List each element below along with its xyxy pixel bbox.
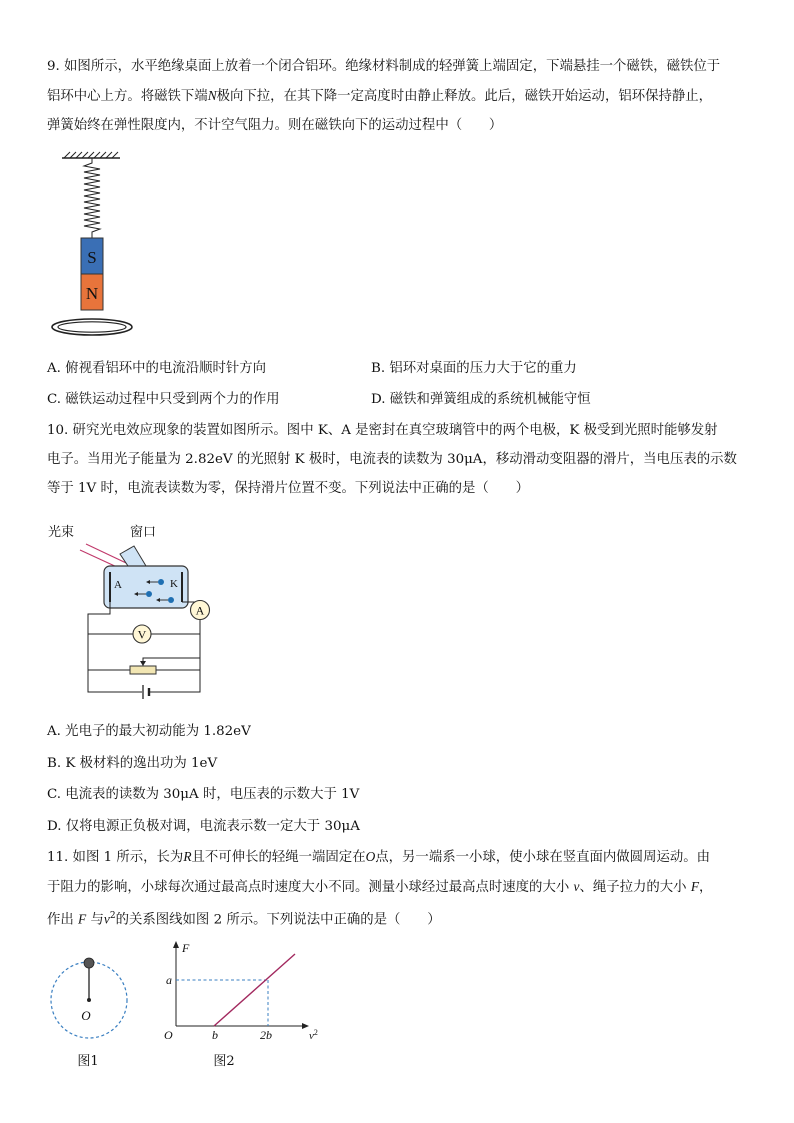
q10-line1: 10. 研究光电效应现象的装置如图所示。图中 K、A 是密封在真空玻璃管中的两个电极，K 极受到光照时能够发射	[47, 423, 718, 438]
q9-line1: 9. 如图所示，水平绝缘桌面上放着一个闭合铝环。绝缘材料制成的轻弹簧上端固定，下端悬挂一个磁铁，磁铁位于	[47, 59, 721, 74]
pivot-label-o: O	[81, 1008, 91, 1023]
x-axis-label: $v^2$	[309, 1028, 318, 1042]
q10-line2: 电子。当用光子能量为 2.82eV 的光照射 K 极时，电流表的读数为 30μA，移动滑动变阻器的滑片，当电压表的示数	[47, 452, 737, 467]
q9-option-b[interactable]: B. 铝环对桌面的压力大于它的重力	[371, 361, 577, 376]
pivot-point-o	[87, 998, 91, 1002]
q11-figure-1-vertical-circle	[44, 955, 139, 1075]
glass-window-tube	[120, 546, 146, 566]
question-11-stem	[47, 842, 759, 934]
q10-option-d[interactable]: D. 仅将电源正负极对调，电流表示数一定大于 30μA	[47, 819, 360, 834]
q10-figure-photoelectric-circuit	[44, 520, 224, 705]
f-v2-line	[214, 954, 295, 1026]
aluminum-ring-inner	[58, 322, 126, 332]
q10-option-b[interactable]: B. K 极材料的逸出功为 1eV	[47, 756, 218, 771]
tick-2b-label: 2b	[260, 1028, 272, 1042]
rheostat-slider	[140, 661, 146, 666]
q9-option-a[interactable]: A. 俯视看铝环中的电流沿顺时针方向	[47, 361, 267, 376]
question-10-stem	[47, 416, 759, 503]
question-9-stem	[47, 52, 759, 140]
q9-option-c[interactable]: C. 磁铁运动过程中只受到两个力的作用	[47, 392, 280, 407]
electrode-k-label: K	[170, 578, 178, 590]
tick-a-label: a	[166, 973, 172, 987]
q10-option-c[interactable]: C. 电流表的读数为 30μA 时，电压表的示数大于 1V	[47, 787, 360, 802]
electrode-a-label: A	[114, 579, 122, 591]
x-axis-arrow	[302, 1023, 309, 1029]
q11-line3: 作出 F 与$v^2$的关系图线如图 2 所示。下列说法中正确的是（ ）	[47, 911, 441, 928]
q11-line2: 于阻力的影响，小球每次通过最高点时速度大小不同。测量小球经过最高点时速度的大小 v、绳子拉力的大小 F，	[47, 879, 713, 895]
q11-line1: 11. 如图 1 所示，长为R且不可伸长的轻绳一端固定在O点，另一端系一小球，使小球在竖直面内做圆周运动。由	[47, 849, 711, 865]
magnet-n-label: N	[85, 284, 99, 303]
voltmeter-label: V	[137, 627, 147, 642]
y-axis-label: F	[182, 941, 190, 955]
spring	[84, 158, 100, 238]
q10-option-a[interactable]: A. 光电子的最大初动能为 1.82eV	[47, 724, 251, 739]
q10-line3: 等于 1V 时，电流表读数为零，保持滑片位置不变。下列说法中正确的是（ ）	[47, 481, 529, 496]
q9-figure-magnet-spring	[44, 150, 144, 340]
sliding-rheostat	[130, 666, 156, 674]
magnet-s-label: S	[87, 248, 97, 267]
light-beam-label: 光束	[48, 525, 75, 540]
tick-b-label: b	[212, 1028, 218, 1042]
q9-line3: 弹簧始终在弹性限度内，不计空气阻力。则在磁铁向下的运动过程中（ ）	[47, 118, 503, 133]
q9-option-d[interactable]: D. 磁铁和弹簧组成的系统机械能守恒	[371, 392, 591, 407]
ceiling-hatch	[64, 152, 118, 158]
window-label: 窗口	[130, 525, 157, 540]
y-axis-arrow	[173, 941, 179, 948]
origin-label: O	[164, 1028, 173, 1042]
q9-line2: 铝环中心上方。将磁铁下端N极向下拉，在其下降一定高度时由静止释放。此后，磁铁开始运动，铝环保持静止，	[47, 88, 713, 104]
ball	[84, 958, 94, 968]
q11-figure-2-f-vs-v2-graph	[156, 938, 332, 1073]
circuit-wires	[88, 600, 200, 692]
ammeter-label: A	[195, 603, 205, 618]
figure-2-caption: 图2	[213, 1054, 235, 1069]
figure-1-caption: 图1	[77, 1054, 99, 1069]
